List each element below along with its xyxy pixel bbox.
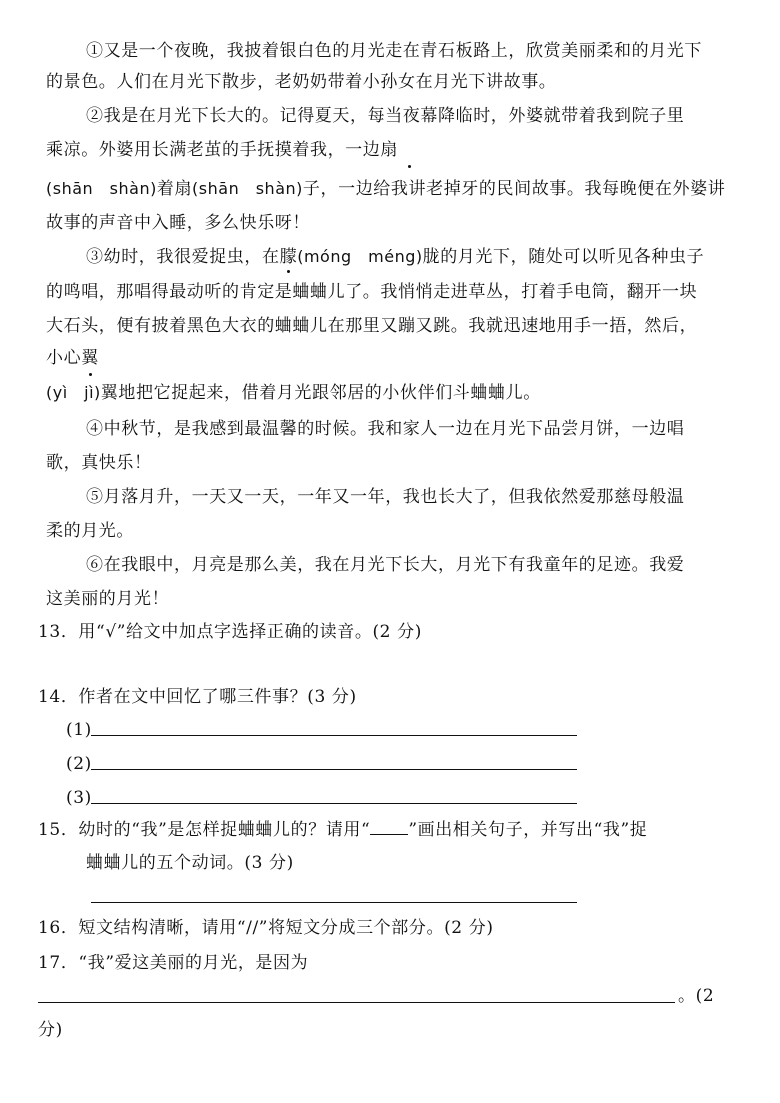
q14-answer-line-3[interactable] <box>91 803 577 804</box>
para-3-segment-3: 翼地把它捉起来，借着月光跟邻居的小伙伴们斗蛐蛐儿。 <box>100 383 541 403</box>
para-6-line-1: ⑥在我眼中，月亮是那么美，我在月光下长大，月光下有我童年的足迹。我爱 <box>86 555 685 575</box>
q17-answer-line[interactable] <box>38 1002 675 1003</box>
q15-text-2: ”画出相关句子，并写出“我”捉 <box>408 820 648 840</box>
question-13: 13．用“√”给文中加点字选择正确的读音。(2 分) <box>38 622 422 642</box>
emphasis-dot-yi <box>82 346 99 370</box>
emphasis-dot-shan <box>401 138 418 162</box>
pinyin-option-shan-2[interactable]: (shān shàn) <box>192 179 303 198</box>
para-5-line-2: 柔的月光。 <box>46 521 134 541</box>
q14-label-3: (3) <box>66 788 92 808</box>
para-5-line-1: ⑤月落月升，一天又一天，一年又一年，我也长大了，但我依然爱那慈母般温 <box>86 487 685 507</box>
pinyin-option-meng[interactable]: (móng méng) <box>297 247 423 266</box>
q15-underline-symbol <box>370 818 408 835</box>
para-4-line-2: 歌，真快乐！ <box>46 453 152 473</box>
q15-text: 15．幼时的“我”是怎样捉蛐蛐儿的？请用“ <box>38 820 371 840</box>
para-4-line-1: ④中秋节，是我感到最温馨的时候。我和家人一边在月光下品尝月饼，一边唱 <box>86 419 685 439</box>
question-17: 17．“我”爱这美丽的月光，是因为 <box>38 953 309 973</box>
para-1-line-1: ①又是一个夜晚，我披着银白色的月光走在青石板路上，欣赏美丽柔和的月光下 <box>86 41 702 61</box>
para-6-line-2: 这美丽的月光！ <box>46 589 170 609</box>
pinyin-option-yi[interactable]: (yì jì) <box>46 383 101 402</box>
para-3-line-1 <box>86 245 704 269</box>
question-14: 14．作者在文中回忆了哪三件事？(3 分) <box>38 687 357 707</box>
para-3-segment: ③幼时，我很爱捉虫，在 <box>86 247 280 267</box>
q17-score-part-2: 分) <box>38 1020 63 1040</box>
para-3-line-5 <box>46 381 541 405</box>
para-2-line-2 <box>46 138 398 162</box>
para-2-line-3 <box>46 177 725 201</box>
para-3-text: 小心翼 <box>46 348 99 368</box>
q14-label-1: (1) <box>66 720 92 740</box>
emphasis-char-meng: 朦 <box>279 247 298 267</box>
question-15-line-2: 蛐蛐儿的五个动词。(3 分) <box>86 853 294 873</box>
para-3-line-3: 大石头，便有披着黑色大衣的蛐蛐儿在那里又蹦又跳。我就迅速地用手一捂，然后， <box>46 316 698 336</box>
para-3-line-2: 的鸣唱，那唱得最动听的肯定是蛐蛐儿了。我悄悄走进草丛，打着手电筒，翻开一块 <box>46 282 698 302</box>
para-2-text: 乘凉。外婆用长满老茧的手抚摸着我，一边扇 <box>46 140 398 160</box>
question-15-line-1 <box>38 818 647 842</box>
pinyin-option-shan-1[interactable]: (shān shàn) <box>46 179 157 198</box>
q14-answer-line-2[interactable] <box>91 769 577 770</box>
para-3-segment-2: 胧的月光下，随处可以听见各种虫子 <box>422 247 705 267</box>
para-2-segment: 着扇 <box>156 179 193 199</box>
para-2-line-4: 故事的声音中入睡，多么快乐呀！ <box>46 213 310 233</box>
q14-label-2: (2) <box>66 754 92 774</box>
q17-score-part-1: 。(2 <box>678 986 715 1006</box>
para-2-segment-2: 子，一边给我讲老掉牙的民间故事。我每晚便在外婆讲 <box>302 179 726 199</box>
para-1-line-2: 的景色。人们在月光下散步，老奶奶带着小孙女在月光下讲故事。 <box>46 72 557 92</box>
q14-answer-line-1[interactable] <box>91 735 577 736</box>
question-16: 16．短文结构清晰，请用“//”将短文分成三个部分。(2 分) <box>38 918 494 938</box>
para-2-line-1: ②我是在月光下长大的。记得夏天，每当夜幕降临时，外婆就带着我到院子里 <box>86 106 685 126</box>
q15-answer-line[interactable] <box>91 902 577 903</box>
